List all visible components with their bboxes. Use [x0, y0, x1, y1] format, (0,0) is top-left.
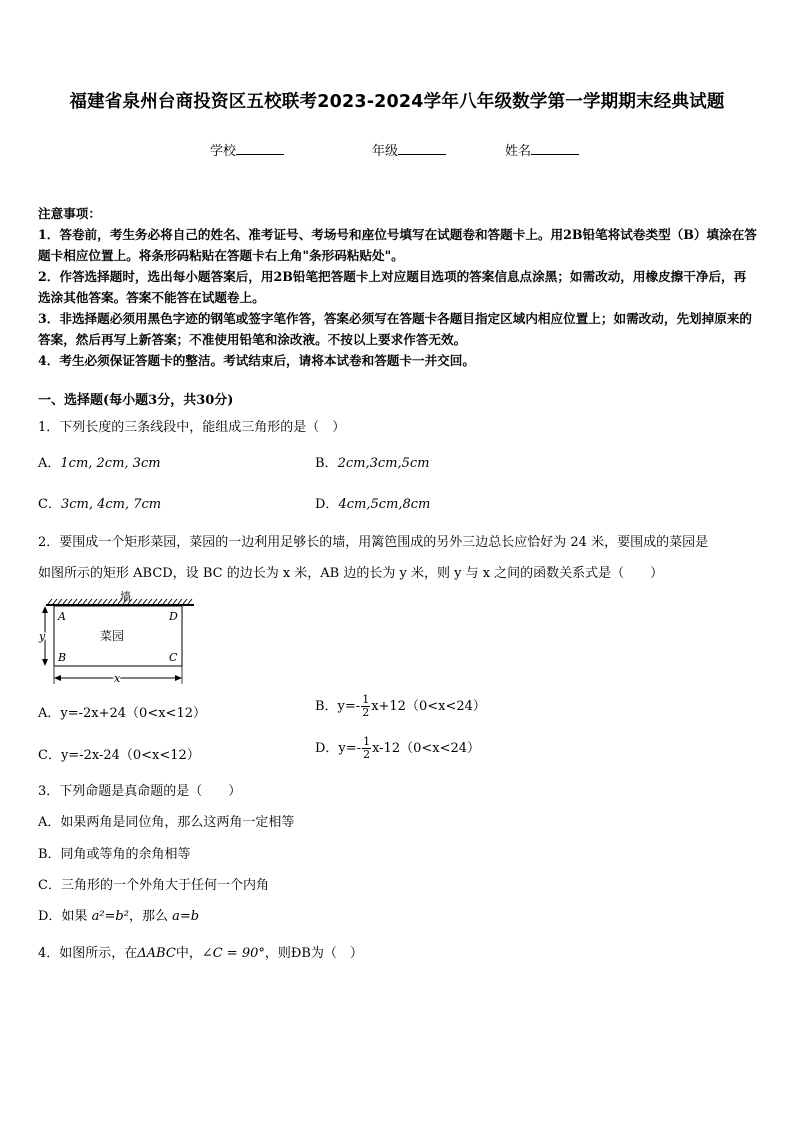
notes-heading: 注意事项：: [38, 206, 101, 221]
q1-option-c: [38, 493, 161, 512]
grade-blank: [398, 142, 446, 155]
school-blank: [236, 142, 284, 155]
exam-title: 福建省泉州台商投资区五校联考2023-2024学年八年级数学第一学期期末经典试题: [69, 92, 725, 112]
q1-option-a: [38, 452, 161, 471]
note-item: 1．答卷前，考生务必将自己的姓名、准考证号、考场号和座位号填写在试题卷和答题卡上。用2B铅笔将试卷类型（B）填涂在答题卡相应位置上。将条形码粘贴在答题卡右上角"条形码粘贴处"。: [38, 227, 757, 263]
vertex-c-label: C: [169, 651, 178, 664]
question-3-stem: 3．下列命题是真命题的是（ ）: [38, 784, 242, 799]
vertex-a-label: A: [58, 610, 66, 623]
q3-option-d-mid: ，那么: [128, 909, 173, 924]
q3-option-d-expr1: a²=b²: [91, 909, 129, 924]
hatch-mark: [48, 599, 52, 604]
q3-option-d: [38, 905, 199, 924]
hatch-mark: [103, 599, 107, 604]
garden-label: 菜园: [100, 629, 125, 643]
q4-angle: ∠C = 90°: [201, 946, 265, 961]
q2-option-b-fraction: [361, 694, 370, 719]
q1-option-b-label: B．: [315, 456, 338, 471]
q1-option-b: [315, 452, 429, 471]
q4-stem-mid: 中，: [175, 946, 202, 961]
hatch-mark: [148, 599, 152, 604]
y-arrow-up: [42, 606, 48, 613]
hatch-mark: [188, 599, 192, 604]
q2-option-c: C．y=-2x-24（0<x<12）: [38, 748, 200, 763]
q2-option-b-suffix: x+12（0<x<24）: [371, 699, 486, 714]
y-dimension-label: y: [39, 630, 46, 643]
question-2-stem-line1: 2．要围成一个矩形菜园，菜园的一边利用足够长的墙，用篱笆围成的另外三边总长应恰好为 24 米，要围成的菜园是: [38, 535, 709, 550]
hatch-mark: [98, 599, 102, 604]
hatch-mark: [108, 599, 112, 604]
section-heading: 一、选择题(每小题3分，共30分): [38, 393, 234, 408]
q1-option-a-label: A．: [38, 456, 61, 471]
hatch-mark: [178, 599, 182, 604]
q3-option-c: C．三角形的一个外角大于任何一个内角: [38, 878, 269, 893]
hatch-mark: [158, 599, 162, 604]
q3-option-d-prefix: D．如果: [38, 909, 92, 924]
q2-option-b-prefix: B．y=-: [315, 699, 361, 714]
q3-option-a: A．如果两角是同位角，那么这两角一定相等: [38, 815, 295, 830]
q2-option-d-prefix: D．y=-: [315, 741, 362, 756]
q4-triangle: ΔABC: [137, 946, 176, 961]
note-item: 4．考生必须保证答题卡的整洁。考试结束后，请将本试卷和答题卡一并交回。: [38, 353, 475, 368]
q1-option-c-value: 3cm, 4cm, 7cm: [60, 497, 162, 512]
question-2-stem-line2: 如图所示的矩形 ABCD，设 BC 的边长为 x 米，AB 边的长为 y 米，则 y 与 x 之间的函数关系式是（ ）: [38, 566, 664, 581]
q1-option-b-value: 2cm,3cm,5cm: [337, 456, 430, 471]
notes-block: [38, 203, 758, 371]
q2-option-a: A．y=-2x+24（0<x<12）: [38, 706, 206, 721]
q1-option-a-value: 1cm, 2cm, 3cm: [60, 456, 161, 471]
fraction-numerator: 1: [363, 735, 371, 748]
hatch-mark: [168, 599, 172, 604]
wall-label: 墙: [120, 590, 131, 603]
grade-label: 年级: [372, 144, 399, 159]
garden-diagram: [36, 588, 206, 688]
y-arrow-down: [42, 659, 48, 666]
hatch-mark: [83, 599, 87, 604]
note-item: 3．非选择题必须用黑色字迹的钢笔或签字笔作答，答案必须写在答题卡各题目指定区域内相应位置上；如需改动，先划掉原来的答案，然后再写上新答案；不准使用铅笔和涂改液。不按以上要求作答无效。: [38, 311, 753, 347]
hatch-mark: [173, 599, 177, 604]
hatch-mark: [163, 599, 167, 604]
question-4-stem: [38, 942, 363, 961]
hatch-mark: [88, 599, 92, 604]
hatch-mark: [53, 599, 57, 604]
x-dimension-label: x: [114, 672, 121, 685]
hatch-mark: [133, 599, 137, 604]
hatch-mark: [153, 599, 157, 604]
name-blank: [531, 142, 579, 155]
name-field: [505, 140, 579, 159]
vertex-b-label: B: [58, 651, 67, 664]
x-arrow-right: [175, 675, 182, 681]
fraction-denominator: 2: [362, 706, 370, 719]
q3-option-b: B．同角或等角的余角相等: [38, 847, 191, 862]
note-item: 2．作答选择题时，选出每小题答案后，用2B铅笔把答题卡上对应题目选项的答案信息点涂黑；如需改动，用橡皮擦干净后，再选涂其他答案。答案不能答在试题卷上。: [38, 269, 747, 305]
hatch-mark: [68, 599, 72, 604]
hatch-mark: [73, 599, 77, 604]
hatch-mark: [58, 599, 62, 604]
q3-option-d-expr2: a=b: [172, 909, 200, 924]
question-1-stem: 1．下列长度的三条线段中，能组成三角形的是（ ）: [38, 420, 346, 435]
q2-option-b: [315, 694, 486, 719]
grade-field: [372, 140, 446, 159]
q2-option-d-fraction: [362, 736, 371, 761]
q2-option-d: [315, 736, 480, 761]
hatch-mark: [143, 599, 147, 604]
fraction-numerator: 1: [362, 693, 370, 706]
x-arrow-left: [54, 675, 61, 681]
q4-stem-suffix: ，则ÐB为（ ）: [264, 946, 363, 961]
q2-option-d-suffix: x-12（0<x<24）: [372, 741, 481, 756]
q4-stem-prefix: 4．如图所示，在: [38, 946, 138, 961]
hatch-mark: [93, 599, 97, 604]
school-label: 学校: [210, 144, 237, 159]
school-field: [210, 140, 284, 159]
hatch-mark: [138, 599, 142, 604]
fraction-denominator: 2: [363, 748, 371, 761]
vertex-d-label: D: [169, 610, 178, 623]
q1-option-d-value: 4cm,5cm,8cm: [338, 497, 431, 512]
hatch-mark: [183, 599, 187, 604]
name-label: 姓名: [505, 144, 532, 159]
q1-option-c-label: C．: [38, 497, 61, 512]
hatch-mark: [78, 599, 82, 604]
hatch-mark: [63, 599, 67, 604]
hatch-mark: [113, 599, 117, 604]
q1-option-d: [315, 493, 430, 512]
q1-option-d-label: D．: [315, 497, 339, 512]
